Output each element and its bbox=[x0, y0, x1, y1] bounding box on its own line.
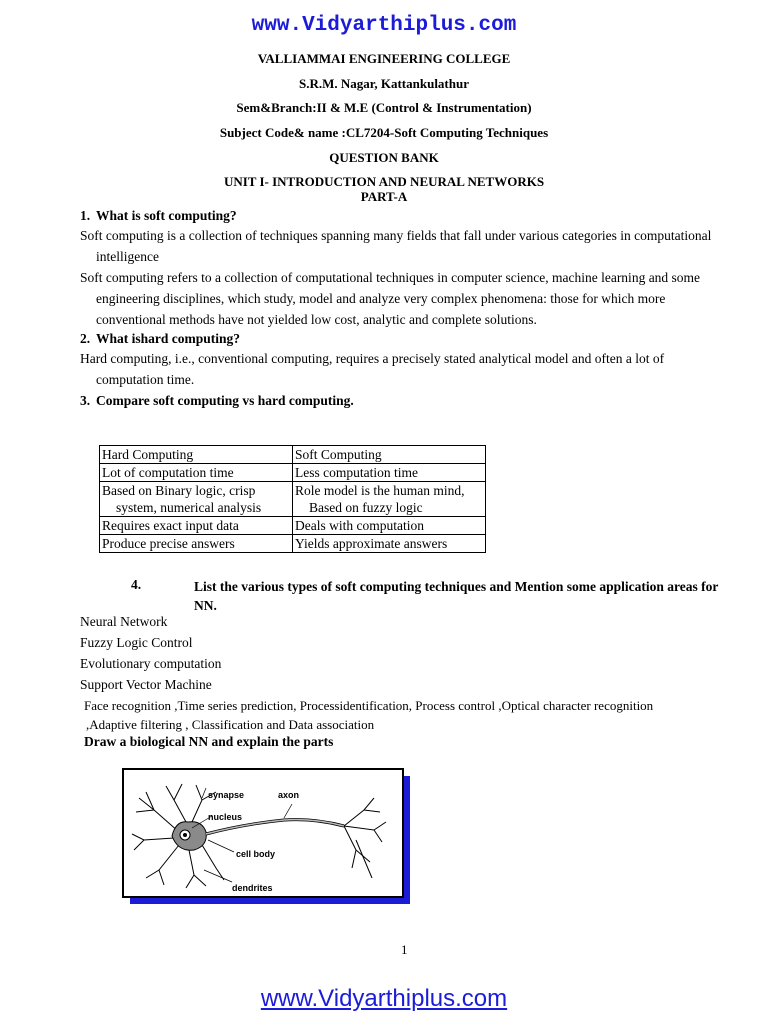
site-url-top[interactable]: www.Vidyarthiplus.com bbox=[251, 14, 517, 37]
technique-item: Evolutionary computation bbox=[80, 656, 222, 671]
comparison-table bbox=[99, 445, 486, 553]
figure-frame bbox=[122, 768, 404, 898]
table-header-cell: Soft Computing bbox=[293, 446, 486, 464]
table-header-row bbox=[100, 446, 486, 464]
question-1-number: 1. bbox=[80, 208, 91, 223]
question-5-text: Draw a biological NN and explain the parts bbox=[84, 734, 334, 749]
college-name: VALLIAMMAI ENGINEERING COLLEGE bbox=[257, 51, 511, 66]
nn-applications bbox=[84, 696, 724, 734]
answer-2-paragraph: Hard computing, i.e., conventional computing, requires a precisely stated analytical model and often a lot of computation time. bbox=[80, 351, 665, 387]
question-2 bbox=[80, 331, 240, 347]
label-nucleus: nucleus bbox=[208, 812, 243, 822]
question-3-number: 3. bbox=[80, 393, 91, 408]
label-synapse: synapse bbox=[208, 790, 245, 800]
table-cell: Less computation time bbox=[293, 464, 486, 482]
question-4-number: 4. bbox=[131, 577, 142, 592]
neuron-figure bbox=[122, 768, 412, 906]
table-cell: Yields approximate answers bbox=[293, 535, 486, 553]
question-bank-title: QUESTION BANK bbox=[329, 150, 439, 165]
college-address: S.R.M. Nagar, Kattankulathur bbox=[299, 76, 469, 91]
question-1-answer bbox=[80, 225, 725, 330]
question-2-text: What ishard computing? bbox=[96, 331, 241, 346]
applications-line: ,Adaptive filtering , Classification and Data association bbox=[86, 717, 375, 732]
part-title: PART-A bbox=[360, 189, 408, 204]
table-header-cell: Hard Computing bbox=[100, 446, 293, 464]
label-dendrites: dendrites bbox=[232, 883, 273, 893]
subject-code-name: Subject Code& name :CL7204-Soft Computing Techniques bbox=[219, 125, 549, 140]
technique-item: Fuzzy Logic Control bbox=[80, 635, 193, 650]
answer-1-paragraph: Soft computing refers to a collection of computational techniques in computer science, machine learning and some engineering disciplines, which study, model and analyze very complex phenomena: those for which more conventional methods have not yielded low cost, analytic and complete solutions. bbox=[80, 270, 701, 327]
table-row bbox=[100, 535, 486, 553]
unit-title: UNIT I- INTRODUCTION AND NEURAL NETWORKS bbox=[223, 174, 545, 189]
semester-branch: Sem&Branch:II & M.E (Control & Instrumentation) bbox=[236, 100, 532, 115]
question-4-text: List the various types of soft computing techniques and Mention some application areas for NN. bbox=[194, 579, 719, 613]
table-cell: Requires exact input data bbox=[100, 517, 293, 535]
question-3-text: Compare soft computing vs hard computing. bbox=[96, 393, 354, 408]
technique-item: Neural Network bbox=[80, 614, 168, 629]
question-2-number: 2. bbox=[80, 331, 91, 346]
label-cell-body: cell body bbox=[236, 849, 276, 859]
table-row bbox=[100, 517, 486, 535]
table-row bbox=[100, 482, 486, 517]
question-1 bbox=[80, 208, 237, 224]
table-cell: Role model is the human mind, Based on fuzzy logic bbox=[293, 482, 486, 517]
question-1-text: What is soft computing? bbox=[96, 208, 237, 223]
table-cell: Produce precise answers bbox=[100, 535, 293, 553]
technique-item: Support Vector Machine bbox=[80, 677, 212, 692]
table-cell: Based on Binary logic, crisp system, numerical analysis bbox=[100, 482, 293, 517]
label-axon: axon bbox=[278, 790, 300, 800]
question-2-answer bbox=[80, 348, 725, 390]
table-cell: Deals with computation bbox=[293, 517, 486, 535]
answer-1-paragraph: Soft computing is a collection of techniques spanning many fields that fall under various categories in computational intelligence bbox=[80, 228, 712, 264]
table-row bbox=[100, 464, 486, 482]
site-url-bottom[interactable]: www.Vidyarthiplus.com bbox=[260, 985, 508, 1012]
question-3 bbox=[80, 393, 354, 409]
page-number: 1 bbox=[401, 942, 408, 957]
applications-line: Face recognition ,Time series prediction, Processidentification, Process control ,Optical character recognition bbox=[84, 698, 654, 713]
table-cell: Lot of computation time bbox=[100, 464, 293, 482]
neuron-diagram bbox=[124, 770, 402, 896]
